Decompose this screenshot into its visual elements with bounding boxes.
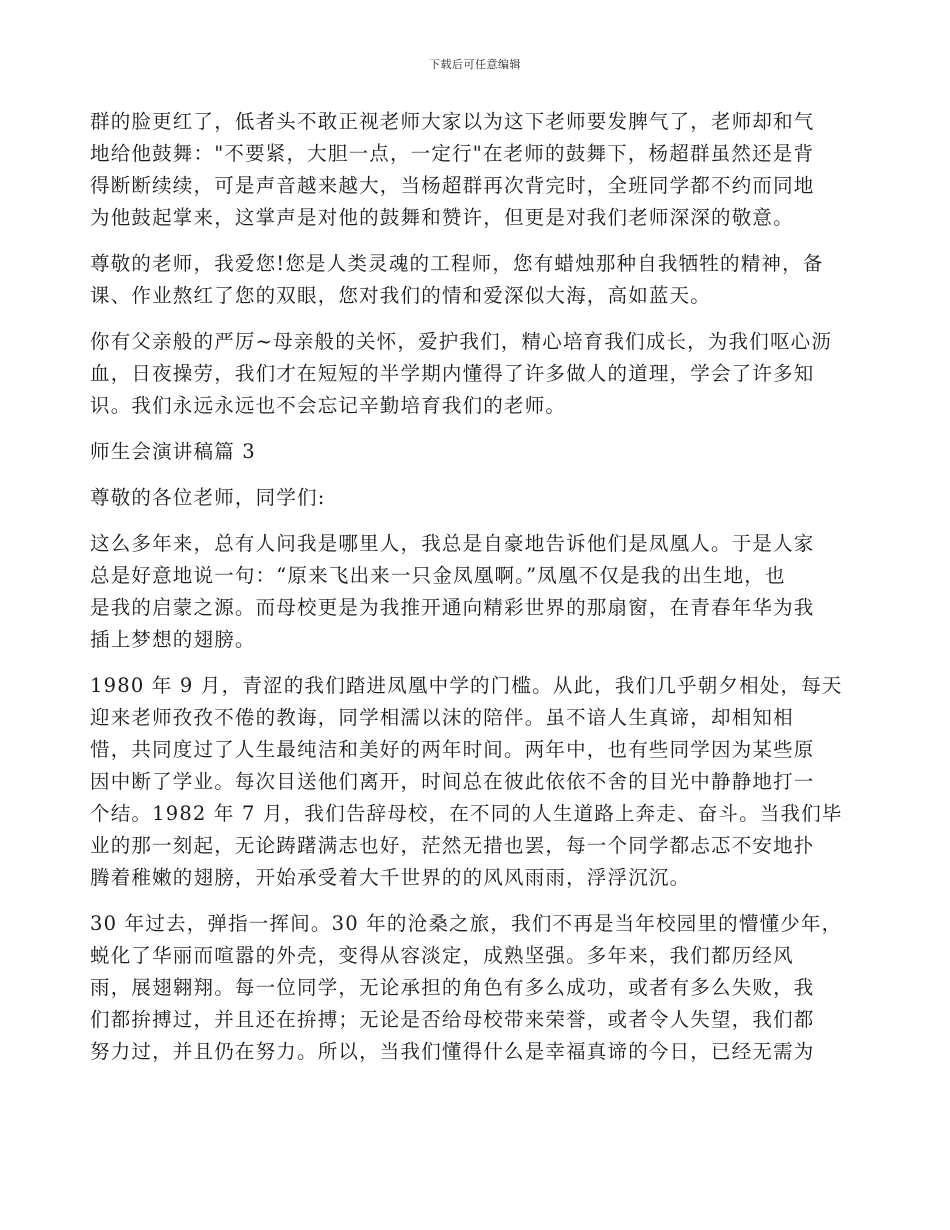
paragraph bbox=[90, 908, 860, 1068]
text-line: 这么多年来，总有人问我是哪里人，我总是自豪地告诉他们是凤凰人。于是人家 bbox=[90, 532, 815, 555]
text-line: 得断断续续，可是声音越来越大，当杨超群再次背完时，全班同学都不约而同地 bbox=[90, 174, 815, 197]
text-line: 们都拚搏过，并且还在拚搏；无论是否给母校带来荣誉，或者令人失望，我们都 bbox=[90, 1008, 815, 1031]
paragraph bbox=[90, 670, 860, 894]
text-line: 地给他鼓舞："不要紧，大胆一点，一定行"在老师的鼓舞下，杨超群虽然还是背 bbox=[90, 142, 815, 165]
paragraph bbox=[90, 436, 860, 468]
document-body bbox=[90, 106, 860, 1082]
text-line: 蜕化了华丽而喧嚣的外壳，变得从容淡定，成熟坚强。多年来，我们都历经风 bbox=[90, 944, 794, 967]
text-line: 尊敬的各位老师，同学们: bbox=[90, 486, 326, 509]
text-line: 努力过，并且仍在努力。所以，当我们懂得什么是幸福真谛的今日，已经无需为 bbox=[90, 1040, 815, 1063]
text-line: 群的脸更红了，低者头不敢正视老师大家以为这下老师要发脾气了，老师却和气 bbox=[90, 110, 815, 133]
paragraph bbox=[90, 482, 860, 514]
text-line: 你有父亲般的严厉~母亲般的关怀，爱护我们，精心培育我们成长，为我们呕心沥 bbox=[90, 330, 833, 353]
text-line: 业的那一刻起，无论踌躇满志也好，茫然无措也罢，每一个同学都忐忑不安地扑 bbox=[90, 834, 815, 857]
page-header: 下载后可任意编辑 bbox=[429, 58, 521, 71]
paragraph bbox=[90, 528, 860, 656]
text-line: 课、作业熬红了您的双眼，您对我们的情和爱深似大海，高如蓝天。 bbox=[90, 284, 712, 307]
paragraph bbox=[90, 248, 860, 312]
text-line: 迎来老师孜孜不倦的教诲，同学相濡以沫的陪伴。虽不谙人生真谛，却相知相 bbox=[90, 706, 794, 729]
paragraph bbox=[90, 106, 860, 234]
paragraph bbox=[90, 326, 860, 422]
text-line: 师生会演讲稿篇 3 bbox=[90, 440, 256, 463]
text-line: 惜，共同度过了人生最纯洁和美好的两年时间。两年中，也有些同学因为某些原 bbox=[90, 738, 815, 761]
text-line: 识。我们永远永远也不会忘记辛勤培育我们的老师。 bbox=[90, 394, 567, 417]
text-line: 是我的启蒙之源。而母校更是为我推开通向精彩世界的那扇窗，在青春年华为我 bbox=[90, 596, 815, 619]
text-line: 血，日夜操劳，我们才在短短的半学期内懂得了许多做人的道理，学会了许多知 bbox=[90, 362, 815, 385]
text-line: 腾着稚嫩的翅膀，开始承受着大千世界的的风风雨雨，浮浮沉沉。 bbox=[90, 866, 691, 889]
text-line: 尊敬的老师，我爱您!您是人类灵魂的工程师，您有蜡烛那种自我牺牲的精神，备 bbox=[90, 252, 824, 275]
text-line: 雨，展翅翱翔。每一位同学，无论承担的角色有多么成功，或者有多么失败，我 bbox=[90, 976, 815, 999]
text-line: 因中断了学业。每次目送他们离开，时间总在彼此依依不舍的目光中静静地打一 bbox=[90, 770, 815, 793]
text-line: 30 年过去，弹指一挥间。30 年的沧桑之旅，我们不再是当年校园里的懵懂少年， bbox=[90, 912, 843, 935]
text-line: 1980 年 9 月，青涩的我们踏进凤凰中学的门槛。从此，我们几乎朝夕相处，每天 bbox=[90, 674, 843, 697]
text-line: 插上梦想的翅膀。 bbox=[90, 628, 256, 651]
text-line: 总是好意地说一句：“原来飞出来一只金凤凰啊。”凤凰不仅是我的出生地，也 bbox=[90, 564, 786, 587]
text-line: 为他鼓起掌来，这掌声是对他的鼓舞和赞许，但更是对我们老师深深的敬意。 bbox=[90, 206, 794, 229]
text-line: 个结。1982 年 7 月，我们告辞母校，在不同的人生道路上奔走、奋斗。当我们毕 bbox=[90, 802, 843, 825]
